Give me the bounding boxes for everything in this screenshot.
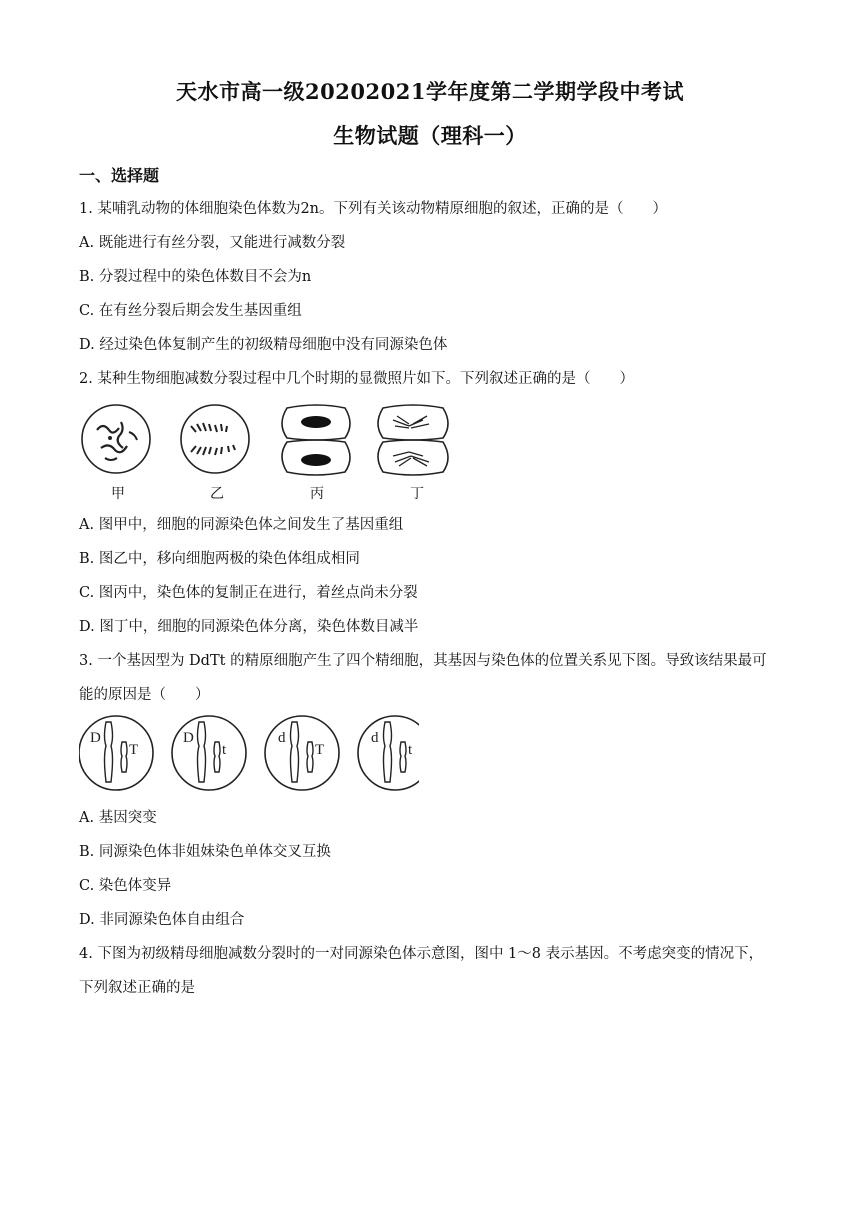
q2-option-c: C. 图丙中，染色体的复制正在进行，着丝点尚未分裂 [79, 585, 418, 601]
gene-label: d [371, 730, 379, 746]
gene-label: D [183, 730, 194, 746]
q3-figure [79, 712, 419, 794]
gene-label: t [222, 742, 227, 758]
section-title: 一、选择题 [79, 166, 160, 185]
q2-option-a: A. 图甲中，细胞的同源染色体之间发生了基因重组 [79, 517, 404, 533]
cell-ding-image [378, 405, 448, 475]
q2-label-ding: 丁 [410, 486, 424, 502]
gamete-cell-2 [172, 716, 246, 790]
exam-title: 天水市高一级20202021学年度第二学期学段中考试 [176, 79, 684, 104]
q3-option-d: D. 非同源染色体自由组合 [79, 912, 245, 928]
cell-yi-image [181, 405, 249, 473]
q3-stem-line2: 能的原因是（ ） [79, 687, 210, 703]
gamete-cell-1 [79, 716, 153, 790]
q2-stem: 2. 某种生物细胞减数分裂过程中几个时期的显微照片如下。下列叙述正确的是（ ） [79, 371, 634, 387]
gene-label: D [90, 730, 101, 746]
q2-option-d: D. 图丁中，细胞的同源染色体分离，染色体数目减半 [79, 619, 419, 635]
q3-option-c: C. 染色体变异 [79, 878, 172, 894]
q3-option-a: A. 基因突变 [79, 810, 157, 826]
gene-label: t [408, 742, 413, 758]
q2-label-yi: 乙 [210, 486, 224, 502]
q3-option-b: B. 同源染色体非姐妹染色单体交叉互换 [79, 844, 331, 860]
gene-label: T [315, 742, 325, 758]
q1-option-a: A. 既能进行有丝分裂，又能进行减数分裂 [79, 235, 346, 251]
q1-option-d: D. 经过染色体复制产生的初级精母细胞中没有同源染色体 [79, 337, 448, 353]
gene-label: T [129, 742, 139, 758]
q1-option-b: B. 分裂过程中的染色体数目不会为n [79, 269, 312, 285]
cell-jia-image [82, 405, 150, 473]
q2-figure [79, 400, 459, 480]
q1-stem: 1. 某哺乳动物的体细胞染色体数为2n。下列有关该动物精原细胞的叙述，正确的是（ ） [79, 201, 668, 217]
q3-stem-line1: 3. 一个基因型为 DdTt 的精原细胞产生了四个精细胞，其基因与染色体的位置关系见下图。导致该结果最可 [79, 653, 767, 669]
gamete-cell-3 [265, 716, 339, 790]
q4-stem-line2: 下列叙述正确的是 [79, 980, 195, 996]
exam-subtitle: 生物试题（理科一） [333, 123, 527, 148]
gamete-cell-4 [358, 716, 419, 790]
q2-label-jia: 甲 [111, 486, 125, 502]
gene-label: d [278, 730, 286, 746]
q2-option-b: B. 图乙中，移向细胞两极的染色体组成相同 [79, 551, 360, 567]
q1-option-c: C. 在有丝分裂后期会发生基因重组 [79, 303, 302, 319]
q4-stem-line1: 4. 下图为初级精母细胞减数分裂时的一对同源染色体示意图，图中 1～8 表示基因。不考虑突变的情况下， [79, 946, 764, 962]
cell-bing-image [282, 405, 350, 475]
q2-label-bing: 丙 [310, 486, 324, 502]
